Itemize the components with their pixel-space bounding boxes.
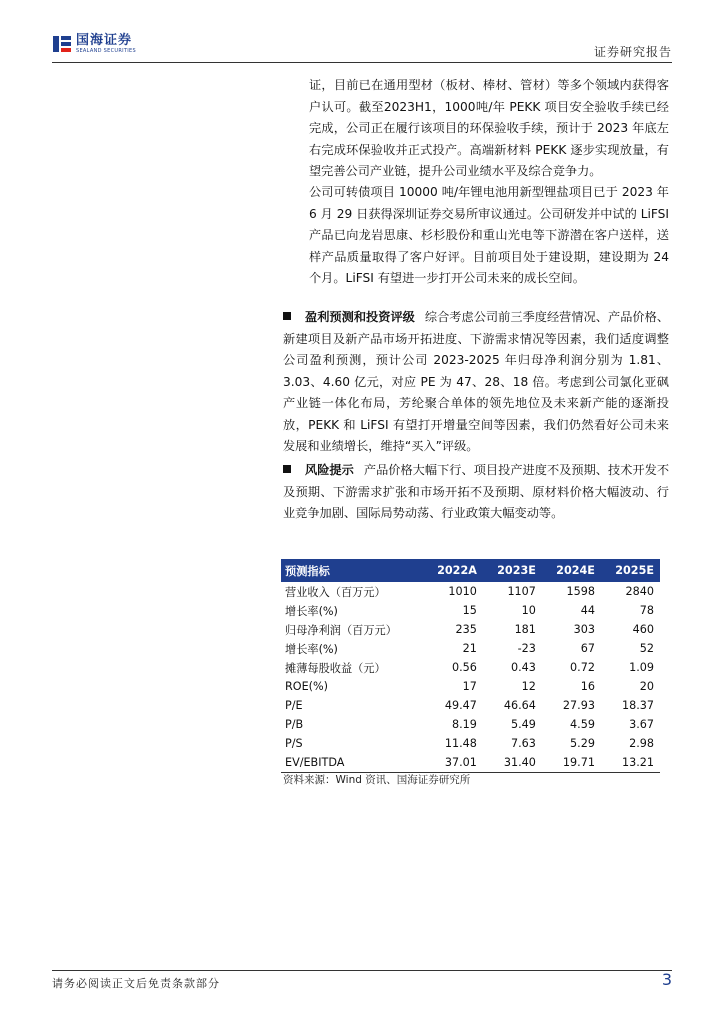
value-cell: 0.72 — [570, 661, 595, 674]
table-row — [281, 753, 660, 772]
value-cell: 17 — [462, 680, 477, 693]
table-row — [281, 734, 660, 753]
value-cell: 11.48 — [444, 737, 477, 750]
risk-section — [283, 460, 669, 525]
paragraph-pekk: 证，目前已在通用型材（板材、棒材、管材）等多个领域内获得客户认可。截至2023H1，1000吨/年 PEKK 项目安全验收手续已经完成，公司正在履行该项目的环保验收手续，预计于 2023 年底左右完成环保验收并正式投产。高端新材料 PEKK 逐步实现放量，有望完善公司产业链，提升公司业绩水平及综合竞争力。 — [309, 78, 669, 178]
table-row — [281, 677, 660, 696]
rating-text: 综合考虑公司前三季度经营情况、产品价格、新建项目及新产品市场开拓进度、下游需求情况等因素，我们适度调整公司盈利预测，预计公司 2023-2025 年归母净利润分别为 1.81、3.03、4.60 亿元，对应 PE 为 47、28、18 倍。考虑到公司氯化亚砜产业链一体化布局，芳纶聚合单体的领先地位及未来新产能的逐渐投放，PEKK 和 LiFSI 有望打开增量空间等因素，我们仍然看好公司未来发展和业绩增长，维持“买入”评级。 — [283, 310, 670, 453]
rating-section — [283, 307, 669, 458]
row-label-cell: EV/EBITDA — [281, 753, 423, 772]
table-row — [281, 601, 660, 620]
footer-divider — [52, 970, 672, 971]
bullet-square-icon — [283, 465, 291, 473]
value-cell: 46.64 — [503, 699, 536, 712]
value-cell: 0.43 — [511, 661, 536, 674]
risk-text: 产品价格大幅下行、项目投产进度不及预期、技术开发不及预期、下游需求扩张和市场开拓不及预期、原材料价格大幅波动、行业竞争加剧、国际局势动荡、行业政策大幅变动等。 — [283, 463, 670, 520]
value-cell: 303 — [573, 623, 595, 636]
value-cell: 5.29 — [570, 737, 595, 750]
company-logo — [52, 31, 136, 57]
row-label-cell: ROE(%) — [285, 680, 329, 693]
value-cell: 18.37 — [621, 699, 654, 712]
value-cell: 21 — [462, 642, 477, 655]
table-source-note: 资料来源：Wind 资讯、国海证券研究所 — [283, 774, 471, 786]
value-cell: 20 — [639, 680, 654, 693]
row-label-cell: 摊薄每股收益（元） — [285, 661, 386, 675]
value-cell: 2.98 — [629, 737, 654, 750]
footer-disclaimer: 请务必阅读正文后免责条款部分 — [52, 977, 220, 990]
row-label-cell: P/E — [285, 699, 303, 712]
value-cell: 44 — [580, 604, 595, 617]
table-header-cell: 2022A — [423, 559, 483, 582]
table-row — [281, 696, 660, 715]
value-cell: 10 — [521, 604, 536, 617]
value-cell: 235 — [455, 623, 477, 636]
row-label-cell: 增长率(%) — [285, 604, 338, 618]
value-cell: 49.47 — [444, 699, 477, 712]
value-cell: 3.67 — [629, 718, 654, 731]
value-cell: -23 — [517, 642, 536, 655]
logo-name-cn: 国海证券 — [76, 32, 133, 48]
value-cell: 27.93 — [562, 699, 595, 712]
forecast-table — [281, 559, 660, 773]
value-cell: 67 — [580, 642, 595, 655]
table-header-cell: 2025E — [601, 559, 660, 582]
value-cell: 31.40 — [483, 753, 542, 772]
value-cell: 1.09 — [629, 661, 654, 674]
value-cell: 181 — [514, 623, 536, 636]
value-cell: 0.56 — [451, 661, 477, 674]
value-cell: 1598 — [566, 585, 595, 598]
table-header-cell: 2024E — [542, 559, 601, 582]
bullet-square-icon — [283, 312, 291, 320]
row-label-cell: 营业收入（百万元） — [285, 585, 386, 599]
value-cell: 16 — [580, 680, 595, 693]
value-cell: 1107 — [507, 585, 536, 598]
value-cell: 52 — [639, 642, 654, 655]
table-row — [281, 715, 660, 734]
table-header-cell: 预测指标 — [281, 559, 423, 582]
value-cell: 2840 — [625, 585, 654, 598]
row-label-cell: 增长率(%) — [285, 642, 338, 656]
header-divider — [52, 62, 672, 63]
value-cell: 19.71 — [542, 753, 601, 772]
table-header-row — [281, 559, 660, 582]
logo-name-en: SEALAND SECURITIES — [76, 47, 136, 54]
row-label-cell: P/S — [285, 737, 303, 750]
page-number: 3 — [661, 970, 672, 989]
row-label-cell: 归母净利润（百万元） — [285, 623, 397, 637]
value-cell: 5.49 — [511, 718, 536, 731]
sealand-logo-icon — [52, 34, 72, 54]
value-cell: 78 — [639, 604, 654, 617]
risk-title: 风险提示 — [305, 463, 354, 477]
table-row — [281, 582, 660, 601]
table-row — [281, 658, 660, 677]
value-cell: 37.01 — [423, 753, 483, 772]
row-label-cell: P/B — [285, 718, 304, 731]
table-header-cell: 2023E — [483, 559, 542, 582]
value-cell: 7.63 — [511, 737, 536, 750]
value-cell: 4.59 — [570, 718, 595, 731]
paragraph-lifsi: 公司可转债项目 10000 吨/年锂电池用新型锂盐项目已于 2023 年 6 月 29 日获得深圳证券交易所审议通过。公司研发并中试的 LiFSI 产品已向龙岩思康、杉杉股份和重山光电等下游潜在客户送样，送样产品质量取得了客户好评。目前项目处于建设期，建设期为 24 个月。LiFSI 有望进一步打开公司未来的成长空间。 — [309, 185, 669, 285]
value-cell: 8.19 — [451, 718, 477, 731]
report-type-label: 证券研究报告 — [593, 45, 672, 59]
value-cell: 460 — [632, 623, 654, 636]
value-cell: 13.21 — [601, 753, 660, 772]
rating-title: 盈利预测和投资评级 — [305, 310, 415, 324]
table-row — [281, 639, 660, 658]
value-cell: 15 — [462, 604, 477, 617]
value-cell: 1010 — [448, 585, 477, 598]
value-cell: 12 — [521, 680, 536, 693]
table-row — [281, 620, 660, 639]
